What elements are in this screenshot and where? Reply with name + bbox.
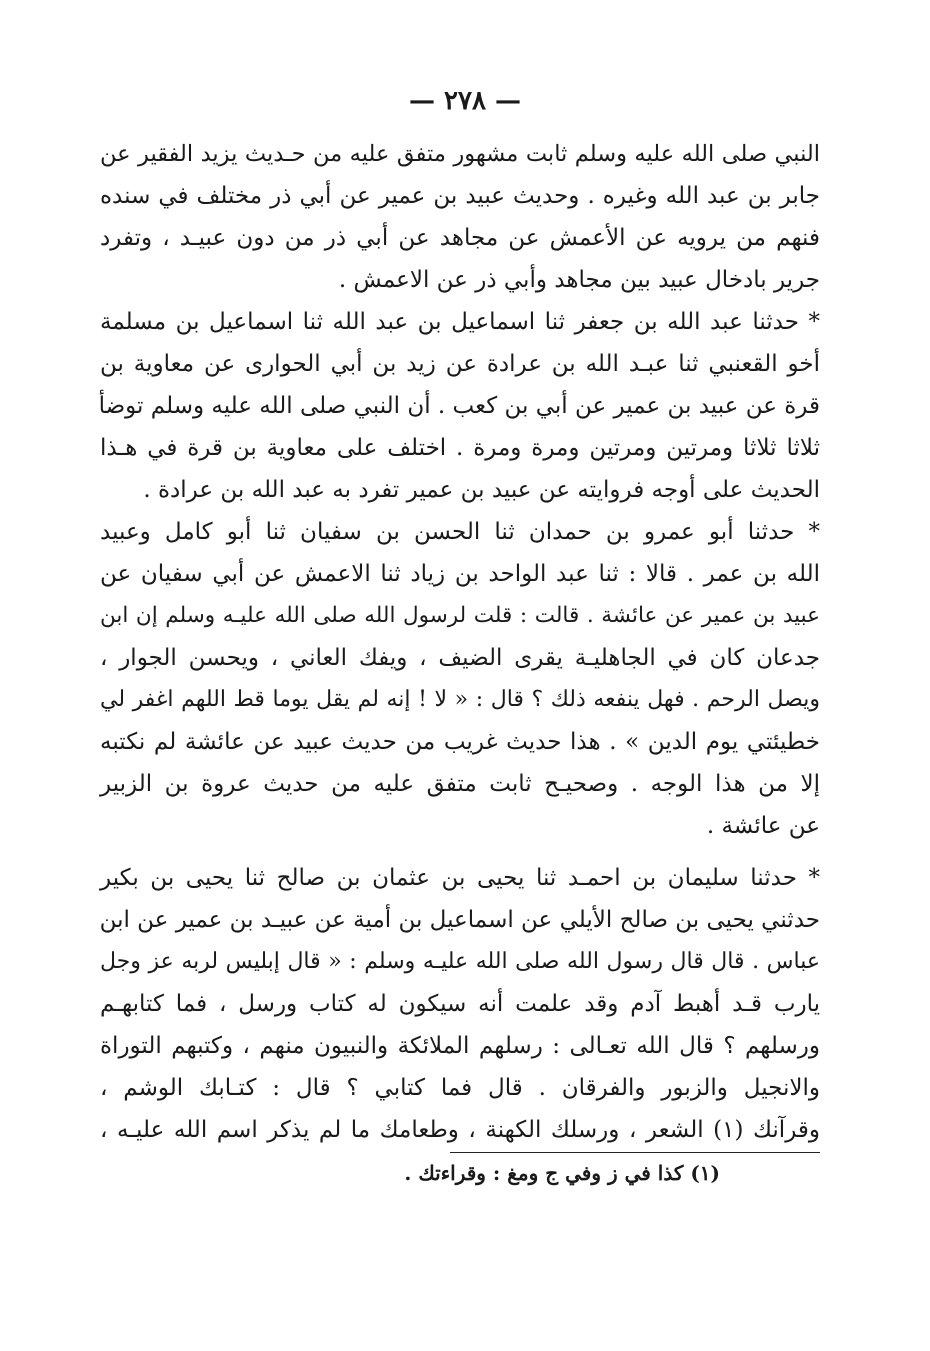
text-line: جابر بن عبد الله وغيره . وحديث عبيد بن عمير عن أبي ذر مختلف في سنده [100, 183, 820, 209]
text-line: عبيد بن عمير عن عائشة . قالت : قلت لرسول الله صلى الله عليـه وسلم إن ابن [100, 603, 820, 628]
text-line: ثلاثا ثلاثا ومرتين ومرتين ومرة ومرة . اختلف على معاوية بن قرة في هـذا [100, 435, 820, 461]
footnote: (١) كذا في ز وفي ج ومغ : وقراءتك . [404, 1161, 720, 1185]
text-line: * حدثنا أبو عمرو بن حمدان ثنا الحسن بن سفيان ثنا أبو كامل وعبيد [100, 519, 820, 545]
text-line: عباس . قال قال رسول الله صلى الله عليـه وسلم : « قال إبليس لربه عز وجل [100, 949, 820, 974]
text-line: والانجيل والزبور والفرقان . قال فما كتابي ؟ قال : كتـابك الوشم ، [100, 1075, 820, 1101]
text-line: * حدثنا عبد الله بن جعفر ثنا اسماعيل بن عبد الله ثنا اسماعيل بن مسلمة [100, 309, 820, 335]
text-line: أخو القعنبي ثنا عبـد الله بن عرادة عن زيد بن أبي الحوارى عن معاوية بن [100, 351, 820, 377]
text-line: ويصل الرحم . فهل ينفعه ذلك ؟ قال : « لا ! إنه لم يقل يوما قط اللهم اغفر لي [100, 687, 820, 712]
text-line: عن عائشة . [706, 813, 820, 839]
text-line: جرير بادخال عبيد بين مجاهد وأبي ذر عن الاعمش . [338, 267, 820, 293]
text-line: يارب قـد أهبط آدم وقد علمت أنه سيكون له كتاب ورسل ، فما كتابهـم [100, 991, 820, 1017]
page-number: — ٢٧٨ — [408, 86, 522, 116]
text-line: * حدثنا سليمان بن احمـد ثنا يحيى بن عثمان بن صالح ثنا يحيى بن بكير [100, 865, 820, 891]
text-line: إلا من هذا الوجه . وصحيـح ثابت متفق عليه من حديث عروة بن الزبير [100, 771, 820, 797]
paragraph-gap [100, 847, 820, 857]
text-line: الحديث على أوجه فروايته عن عبيد بن عمير تفرد به عبد الله بن عرادة . [143, 477, 820, 503]
text-line: النبي صلى الله عليه وسلم ثابت مشهور متفق عليه من حـديث يزيد الفقير عن [100, 141, 820, 167]
text-line: جدعان كان في الجاهليـة يقرى الضيف ، ويفك العاني ، ويحسن الجوار ، [100, 645, 820, 671]
text-line: الله بن عمر . قالا : ثنا عبد الواحد بن زياد ثنا الاعمش عن أبي سفيان عن [100, 561, 820, 587]
text-line: وقرآنك (١) الشعر ، ورسلك الكهنة ، وطعامك ما لم يذكر اسم الله عليـه ، [100, 1117, 820, 1143]
text-line: قرة عن عبيد بن عمير عن أبي بن كعب . أن النبي صلى الله عليه وسلم توضأ [98, 393, 820, 419]
body-text [100, 133, 820, 1151]
text-line: خطيئتي يوم الدين » . هذا حديث غريب من حديث عبيد عن عائشة لم نكتبه [100, 729, 820, 755]
text-line: فنهم من يرويه عن الأعمش عن مجاهد عن أبي ذر من دون عبيـد ، وتفرد [100, 225, 820, 251]
text-line: حدثني يحيى بن صالح الأيلي عن اسماعيل بن أمية عن عبيـد بن عمير عن ابن [99, 907, 820, 933]
text-line: ورسلهم ؟ قال الله تعـالى : رسلهم الملائكة والنبيون منهم ، وكتبهم التوراة [100, 1033, 820, 1059]
footnote-divider [450, 1152, 820, 1153]
